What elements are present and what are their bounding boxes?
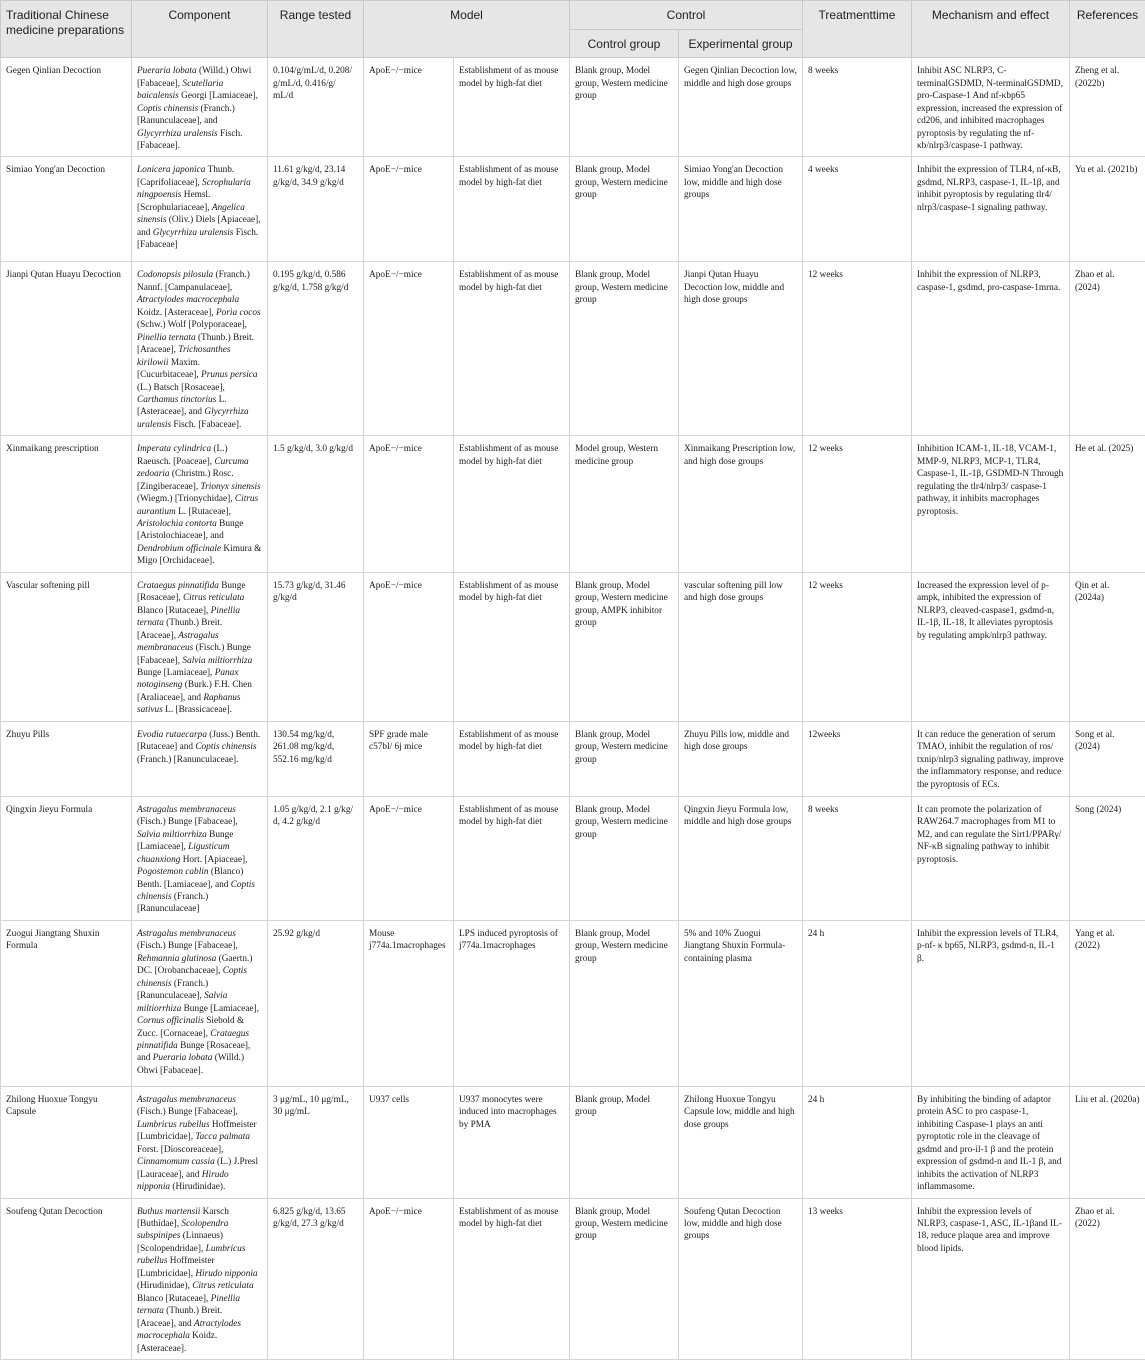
species-name: Imperata cylindrica [137,444,211,454]
species-name: Buthus martensii [137,1207,200,1217]
species-name: Glycyrrhiza uralensis [137,407,249,429]
species-name: Lonicera japonica [137,165,205,175]
species-authority: (Christm.) Rosc. [Zingiberaceae], [137,469,234,491]
species-authority: (Hirudinidae), [137,1281,192,1291]
species-authority: Blanco [Rutaceae], [137,1294,211,1304]
cell-range-tested: 11.61 g/kg/d, 23.14 g/kg/d, 34.9 g/kg/d [268,157,364,262]
species-authority: Thunb. [Caprifoliaceae], [137,165,234,187]
cell-experimental-group: vascular softening pill low and high dose groups [679,572,803,721]
cell-component [132,157,268,262]
cell-model-description: Establishment of as mouse model by high-fat diet [454,721,570,796]
species-name: Ligusticum chuanxiong [137,842,229,864]
species-name: Aristolochia contorta [137,519,217,529]
cell-model-description: Establishment of as mouse model by high-fat diet [454,1198,570,1359]
cell-range-tested: 3 μg/mL, 10 μg/mL, 30 μg/mL [268,1086,364,1198]
species-authority: (Fisch.) Bunge [Fabaceae], [137,941,238,951]
cell-experimental-group: Xinmaikang Prescription low, and high dose groups [679,436,803,573]
cell-treatment-time: 8 weeks [803,796,912,920]
species-authority: (Franch.) Nannf. [Campanulaceae], [137,270,250,292]
species-name: Panax notoginseng [137,668,238,690]
header-control: Control [570,1,803,30]
cell-treatment-time: 8 weeks [803,58,912,157]
species-authority: L. [Asteraceae], and [137,395,227,417]
species-authority: (Willd.) Ohwi [Fabaceae]. [137,1053,244,1075]
species-authority: (Thunb.) Breit. [Araceae], [137,618,222,640]
cell-mechanism: It can promote the polarization of RAW264.7 macrophages from M1 to M2, and can regulate the Sirt1/PPARγ/ NF-κB signaling pathway to inhibit pyroptosis. [912,796,1070,920]
species-name: Curcuma zedoaria [137,457,249,479]
species-authority: Hoffmeister [Lumbricidae], [137,1256,215,1278]
species-authority: (L.) Raeusch. [Poaceae], [137,444,228,466]
cell-control-group: Blank group, Model group, Western medicine group [570,1198,679,1359]
cell-model: ApoE−/−mice [364,796,454,920]
table-row [1,1086,1145,1198]
cell-mechanism: Increased the expression level of p-ampk, inhibited the expression of NLRP3, cleaved-caspase1, gsdmd-n, IL-1β, IL-18, It alleviates pyroptosis by regulating ampk/nlrp3 pathway. [912,572,1070,721]
species-name: Dendrobium officinale [137,544,221,554]
cell-mechanism: Inhibit the expression of NLRP3, caspase-1, gsdmd, pro-caspase-1mrna. [912,262,1070,436]
header-experimental-group: Experimental group [679,29,803,58]
cell-reference: Zhao et al. (2024) [1070,262,1145,436]
cell-control-group: Blank group, Model group, Western medicine group, AMPK inhibitor group [570,572,679,721]
cell-range-tested: 0.195 g/kg/d, 0.586 g/kg/d, 1.758 g/kg/d [268,262,364,436]
cell-preparation-name: Zhuyu Pills [1,721,132,796]
cell-treatment-time: 12 weeks [803,436,912,573]
cell-component [132,796,268,920]
cell-control-group: Blank group, Model group, Western medicine group [570,262,679,436]
species-authority: Karsch [Buthidae], [137,1207,229,1229]
species-name: Astragalus membranaceus [137,631,219,653]
species-name: Crataegus pinnatifida [137,581,219,591]
species-authority: (Gaertn.) DC. [Orobanchaceae], [137,954,252,976]
species-authority: Hoffmeister [Lumbricidae], [137,1120,257,1142]
species-authority: (Burk.) F.H. Chen [Araliaceae], and [137,680,252,702]
table-row [1,1198,1145,1359]
species-authority: (Wiegm.) [Trionychidae], [137,494,235,504]
cell-component [132,262,268,436]
table-row [1,920,1145,1086]
cell-mechanism: Inhibit ASC NLRP3, C-terminalGSDMD, N-terminalGSDMD, pro-Caspase-1 And nf-κbp65 expression, increased the expression of cd206, and inhibited macrophages pyroptosis by regulating the nf-κb/nlrp3/caspase-1 pathway. [912,58,1070,157]
species-name: Astragalus membranaceus [137,929,236,939]
species-authority: Bunge [Lamiaceae], [137,830,233,852]
species-authority: L. [Rutaceae], [176,507,231,517]
species-name: Cinnamomum cassia [137,1157,215,1167]
cell-control-group: Blank group, Model group, Western medicine group [570,58,679,157]
species-name: Glycyrrhiza uralensis [153,228,234,238]
species-authority: (Fisch.) Bunge [Fabaceae], [137,643,251,665]
species-authority: (Franch.) [Ranunculaceae], and [137,104,235,126]
cell-model: U937 cells [364,1086,454,1198]
cell-reference: He et al. (2025) [1070,436,1145,573]
species-name: Astragalus membranaceus [137,1095,236,1105]
cell-preparation-name: Zuogui Jiangtang Shuxin Formula [1,920,132,1086]
cell-model: ApoE−/−mice [364,58,454,157]
species-name: Scolopendra subspinipes [137,1219,228,1241]
species-name: Citrus aurantium [137,494,258,516]
cell-control-group: Blank group, Model group [570,1086,679,1198]
cell-experimental-group: Gegen Qinlian Decoction low, middle and high dose groups [679,58,803,157]
species-name: Glycyrrhiza uralensis [137,129,218,139]
species-name: Hirudo nipponia [195,1269,257,1279]
cell-mechanism: It can reduce the generation of serum TMAO, inhibit the regulation of ros/ txnip/nlrp3 signaling pathway, improve the inflammatory response, and reduce the pyroptosis of ECs. [912,721,1070,796]
table-body [1,58,1145,1360]
cell-control-group: Blank group, Model group, Western medicine group [570,796,679,920]
cell-preparation-name: Jianpi Qutan Huayu Decoction [1,262,132,436]
cell-model-description: Establishment of as mouse model by high-fat diet [454,157,570,262]
species-authority: (Franch.) [Ranunculaceae], [137,979,208,1001]
cell-treatment-time: 12 weeks [803,572,912,721]
species-name: Trichosanthes kirilowii [137,345,230,367]
cell-mechanism: Inhibit the expression of TLR4, nf-κB, gsdmd, NLRP3, caspase-1, IL-1β, and inhibit pyroptosis by regulating tlr4/ nlrp3/caspase-1 signaling pathway. [912,157,1070,262]
cell-component [132,436,268,573]
cell-experimental-group: 5% and 10% Zuogui Jiangtang Shuxin Formula-containing plasma [679,920,803,1086]
species-name: Pinellia ternata [137,606,240,628]
header-mechanism: Mechanism and effect [912,1,1070,58]
species-name: Scutellaria baicalensis [137,79,223,101]
table-row [1,262,1145,436]
cell-component [132,1198,268,1359]
species-authority: Kimura & Migo [Orchidaceae]. [137,544,261,566]
species-name: Rehmannia glutinosa [137,954,216,964]
species-authority: Bunge [Lamiaceae], [137,668,215,678]
cell-component [132,721,268,796]
cell-range-tested: 0.104/g/mL/d, 0.208/ g/mL/d, 0.416/g/ mL/d [268,58,364,157]
table-row [1,572,1145,721]
species-name: Cornus officinalis [137,1016,204,1026]
species-authority: Hort. [Apiaceae], [180,855,247,865]
species-name: Citrus reticulata [183,593,244,603]
species-name: Coptis chinensis [195,742,256,752]
table-row [1,157,1145,262]
species-authority: Fisch. [Fabaceae]. [171,420,241,430]
cell-preparation-name: Vascular softening pill [1,572,132,721]
header-time: Treatmenttime [803,1,912,58]
cell-mechanism: By inhibiting the binding of adaptor protein ASC to pro caspase-1, inhibiting Caspase-1 plays an anti pyroptotic role in the cleavage of gsdmd and pro-il-1 β and the protein expression of gsdmd-n and IL-1 β, and inhibits the activation of NLRP3 inflammasome. [912,1086,1070,1198]
species-name: Tacca palmata [195,1132,250,1142]
species-name: Astragalus membranaceus [137,805,236,815]
species-authority: Fisch. [Fabaceae] [137,228,258,250]
species-authority: (Linnaeus) [Scolopendridae], [137,1231,223,1253]
cell-experimental-group: Jianpi Qutan Huayu Decoction low, middle and high dose groups [679,262,803,436]
species-authority: (Franch.) [Ranunculaceae] [137,892,208,914]
cell-experimental-group: Soufeng Qutan Decoction low, middle and high dose groups [679,1198,803,1359]
species-name: Scrophularia ningpoensis [137,178,251,200]
species-authority: L. [Brassicaceae]. [163,705,232,715]
cell-model: SPF grade male c57bl/ 6j mice [364,721,454,796]
cell-treatment-time: 12 weeks [803,262,912,436]
species-name: Trionyx sinensis [201,482,261,492]
header-model: Model [364,1,570,58]
cell-range-tested: 15.73 g/kg/d, 31.46 g/kg/d [268,572,364,721]
species-authority: (Thunb.) Breit. [Araceae], and [137,1306,222,1328]
species-authority: (Oliv.) Diels [Apiaceae], and [137,215,261,237]
cell-model-description: LPS induced pyroptosis of j774a.1macrophages [454,920,570,1086]
species-authority: Koidz. [Asteraceae]. [137,1331,217,1353]
species-authority: Siebold & Zucc. [Cornaceae], [137,1016,244,1038]
cell-experimental-group: Zhuyu Pills low, middle and high dose groups [679,721,803,796]
table-row [1,436,1145,573]
species-authority: Forst. [Dioscoreaceae], [137,1145,223,1155]
species-name: Citrus reticulata [192,1281,253,1291]
cell-range-tested: 25.92 g/kg/d [268,920,364,1086]
cell-component [132,1086,268,1198]
cell-model-description: Establishment of as mouse model by high-fat diet [454,572,570,721]
table-row [1,796,1145,920]
species-name: Evodia rutaecarpa [137,730,207,740]
cell-reference: Liu et al. (2020a) [1070,1086,1145,1198]
species-name: Pinellia ternata [137,1294,240,1316]
cell-component [132,572,268,721]
species-authority: Bunge [Lamiaceae], [181,1004,259,1014]
cell-range-tested: 130.54 mg/kg/d, 261.08 mg/kg/d, 552.16 mg/kg/d [268,721,364,796]
cell-experimental-group: Zhilong Huoxue Tongyu Capsule low, middle and high dose groups [679,1086,803,1198]
species-name: Atractylodes macrocephala [137,295,239,305]
species-name: Pinellia ternata [137,333,196,343]
species-name: Codonopsis pilosula [137,270,213,280]
cell-reference: Yang et al. (2022) [1070,920,1145,1086]
cell-preparation-name: Soufeng Qutan Decoction [1,1198,132,1359]
cell-model-description: Establishment of as mouse model by high-fat diet [454,262,570,436]
cell-model-description: Establishment of as mouse model by high-fat diet [454,436,570,573]
cell-model: ApoE−/−mice [364,436,454,573]
species-authority: (Thunb.) Breit. [Araceae], [137,333,254,355]
species-authority: (Juss.) Benth. [Rutaceae] and [137,730,260,752]
species-name: Atractylodes macrocephala [137,1319,241,1341]
species-name: Carthamus tinctorius [137,395,216,405]
species-name: Lumbricus rubellus [137,1244,245,1266]
species-authority: Fisch. [Fabaceae]. [137,129,242,151]
species-name: Salvia miltiorrhiza [182,656,252,666]
species-name: Angelica sinensis [137,203,245,225]
cell-reference: Zheng et al. (2022b) [1070,58,1145,157]
cell-experimental-group: Simiao Yong'an Decoction low, middle and high dose groups [679,157,803,262]
species-authority: (Franch.) [Ranunculaceae]. [137,755,238,765]
species-name: Coptis chinensis [137,880,255,902]
cell-range-tested: 6.825 g/kg/d, 13.65 g/kg/d, 27.3 g/kg/d [268,1198,364,1359]
header-component: Component [132,1,268,58]
cell-treatment-time: 24 h [803,920,912,1086]
cell-control-group: Blank group, Model group, Western medicine group [570,721,679,796]
cell-model-description: U937 monocytes were induced into macrophages by PMA [454,1086,570,1198]
cell-reference: Song (2024) [1070,796,1145,920]
species-name: Hirudo nipponia [137,1170,229,1192]
cell-model: Mouse j774a.1macrophages [364,920,454,1086]
cell-preparation-name: Qingxin Jieyu Formula [1,796,132,920]
species-authority: (Fisch.) Bunge [Fabaceae], [137,1107,238,1117]
table-row [1,58,1145,157]
cell-control-group: Blank group, Model group, Western medicine group [570,920,679,1086]
cell-preparation-name: Gegen Qinlian Decoction [1,58,132,157]
species-name: Coptis chinensis [137,966,247,988]
cell-component [132,58,268,157]
species-authority: Bunge [Rosaceae], and [137,1041,250,1063]
species-name: Raphanus sativus [137,693,241,715]
header-references: References [1070,1,1145,58]
species-name: Poria cocos [216,308,261,318]
cell-model: ApoE−/−mice [364,262,454,436]
species-name: Lumbricus rubellus [137,1120,210,1130]
species-authority: (Blanco) Benth. [Lamiaceae], and [137,867,243,889]
cell-control-group: Model group, Western medicine group [570,436,679,573]
species-authority: (Fisch.) Bunge [Fabaceae], [137,817,238,827]
cell-range-tested: 1.05 g/kg/d, 2.1 g/kg/ d, 4.2 g/kg/d [268,796,364,920]
cell-experimental-group: Qingxin Jieyu Formula low, middle and high dose groups [679,796,803,920]
species-name: Salvia miltiorrhiza [137,830,207,840]
species-name: Pueraria lobata [153,1053,213,1063]
species-authority: (Hirudinidae). [170,1182,225,1192]
cell-treatment-time: 24 h [803,1086,912,1198]
header-control-group: Control group [570,29,679,58]
cell-component [132,920,268,1086]
species-name: Crataegus pinnatifida [137,1029,249,1051]
species-authority: (Willd.) Ohwi [Fabaceae], [137,66,251,88]
cell-reference: Zhao et al. (2022) [1070,1198,1145,1359]
species-authority: Hemsl. [Scrophulariaceae], [137,190,212,212]
cell-model-description: Establishment of as mouse model by high-fat diet [454,796,570,920]
cell-treatment-time: 13 weeks [803,1198,912,1359]
cell-reference: Qin et al. (2024a) [1070,572,1145,721]
cell-preparation-name: Zhilong Huoxue Tongyu Capsule [1,1086,132,1198]
cell-mechanism: Inhibit the expression levels of NLRP3, caspase-1, ASC, IL-1βand IL-18, reduce plaque area and improve blood lipids. [912,1198,1070,1359]
species-authority: Bunge [Rosaceae], [137,581,245,603]
cell-mechanism: Inhibition ICAM-1, IL-18, VCAM-1, MMP-9, NLRP3, MCP-1, TLR4, Caspase-1, IL-1β, GSDMD-N Through regulating the tlr4/nlrp3/ caspase-1 pathway, it inhibits macrophages pyroptosis. [912,436,1070,573]
cell-model-description: Establishment of as mouse model by high-fat diet [454,58,570,157]
species-authority: (L.) Batsch [Rosaceae], [137,383,225,393]
table-header [1,1,1145,58]
species-name: Prunus persica [201,370,258,380]
species-authority: Blanco [Rutaceae], [137,606,211,616]
cell-control-group: Blank group, Model group, Western medicine group [570,157,679,262]
species-name: Pueraria lobata [137,66,197,76]
cell-mechanism: Inhibit the expression levels of TLR4, p-nf- κ bp65, NLRP3, gsdmd-n, IL-1 β. [912,920,1070,1086]
species-authority: Bunge [Aristolochiaceae], and [137,519,243,541]
header-preparation: Traditional Chinese medicine preparations [1,1,132,58]
cell-reference: Song et al. (2024) [1070,721,1145,796]
header-range: Range tested [268,1,364,58]
species-authority: (L.) J.Presl [Lauraceae], and [137,1157,258,1179]
cell-model: ApoE−/−mice [364,1198,454,1359]
cell-preparation-name: Simiao Yong'an Decoction [1,157,132,262]
species-authority: Koidz. [Asteraceae], [137,308,216,318]
cell-preparation-name: Xinmaikang prescription [1,436,132,573]
cell-treatment-time: 12weeks [803,721,912,796]
cell-model: ApoE−/−mice [364,572,454,721]
species-name: Pogostemon cablin [137,867,209,877]
species-authority: Maxim. [Cucurbitaceae], [137,358,201,380]
species-name: Coptis chinensis [137,104,198,114]
table-row [1,721,1145,796]
species-authority: (Schw.) Wolf [Polyporaceae], [137,320,247,330]
cell-range-tested: 1.5 g/kg/d, 3.0 g/kg/d [268,436,364,573]
cell-treatment-time: 4 weeks [803,157,912,262]
cell-model: ApoE−/−mice [364,157,454,262]
species-name: Salvia miltiorrhiza [137,991,227,1013]
species-authority: Georgi [Lamiaceae], [179,91,258,101]
cell-reference: Yu et al. (2021b) [1070,157,1145,262]
